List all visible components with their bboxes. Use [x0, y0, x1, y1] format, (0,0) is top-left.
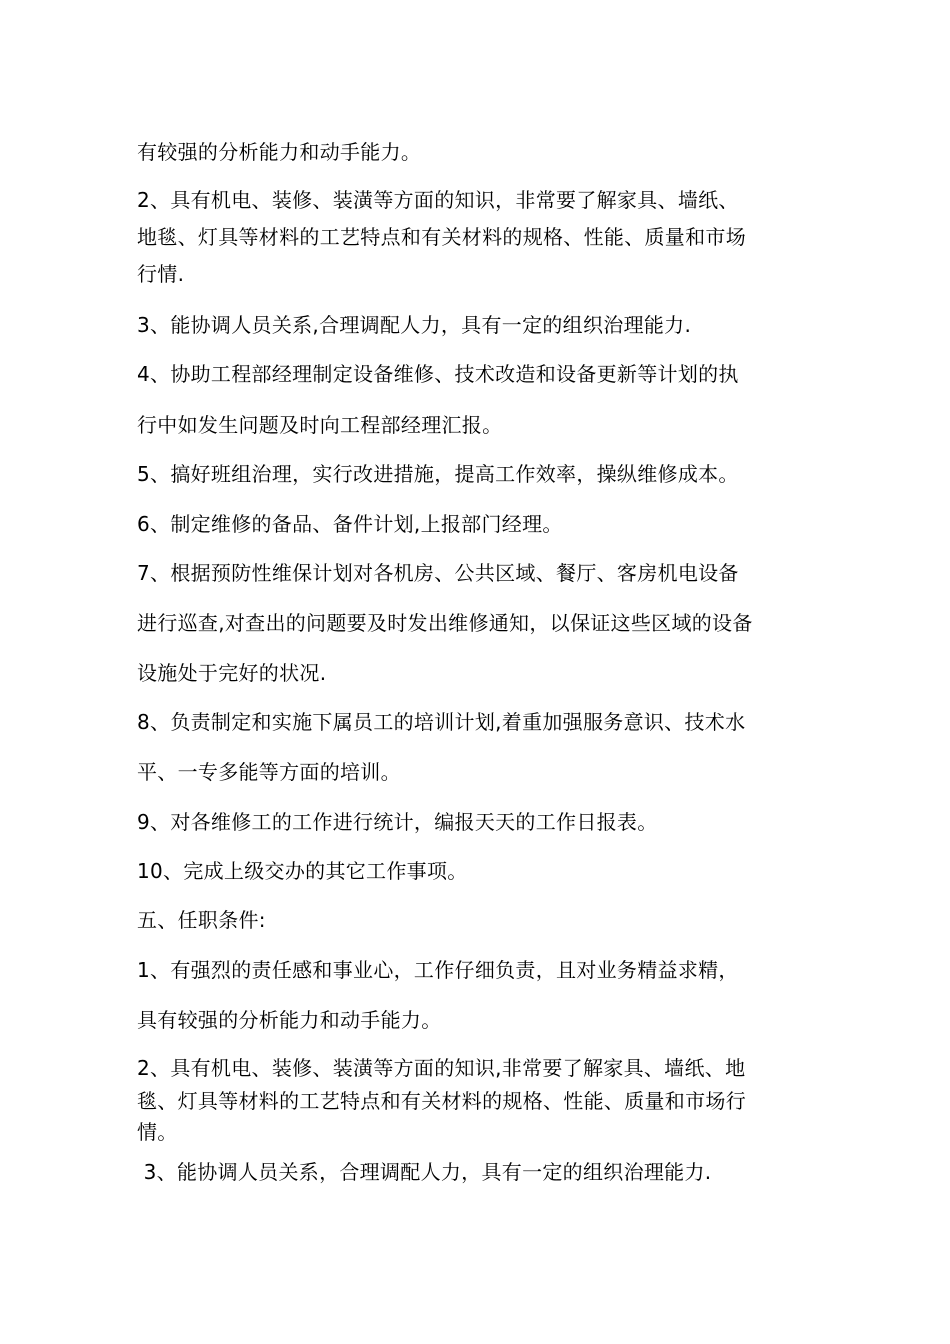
text-line: 2、具有机电、装修、装潢等方面的知识，非常要了解家具、墙纸、	[137, 188, 739, 212]
text-line: 行中如发生问题及时向工程部经理汇报。	[137, 413, 503, 437]
text-line: 平、一专多能等方面的培训。	[137, 760, 401, 784]
text-line: 3、能协调人员关系,合理调配人力，具有一定的组织治理能力.	[137, 313, 692, 337]
text-line: 进行巡查,对查出的问题要及时发出维修通知，以保证这些区域的设备	[137, 611, 753, 635]
text-line: 4、协助工程部经理制定设备维修、技术改造和设备更新等计划的执	[137, 362, 739, 386]
text-line: 设施处于完好的状况.	[137, 661, 327, 685]
text-line: 6、制定维修的备品、备件计划,上报部门经理。	[137, 512, 563, 536]
section-heading: 五、任职条件:	[137, 908, 266, 932]
text-line: 2、具有机电、装修、装潢等方面的知识,非常要了解家具、墙纸、地	[137, 1056, 746, 1080]
text-line: 情。	[137, 1120, 178, 1144]
text-line: 地毯、灯具等材料的工艺特点和有关材料的规格、性能、质量和市场	[137, 225, 746, 249]
text-line: 1、有强烈的责任感和事业心，工作仔细负责，且对业务精益求精，	[137, 958, 739, 982]
text-line: 具有较强的分析能力和动手能力。	[137, 1008, 442, 1032]
text-line: 3、能协调人员关系，合理调配人力，具有一定的组织治理能力.	[137, 1160, 712, 1184]
text-line: 行情.	[137, 262, 185, 286]
text-line: 7、根据预防性维保计划对各机房、公共区域、餐厅、客房机电设备	[137, 561, 739, 585]
text-line: 毯、灯具等材料的工艺特点和有关材料的规格、性能、质量和市场行	[137, 1089, 746, 1113]
text-line: 5、搞好班组治理，实行改进措施，提高工作效率，操纵维修成本。	[137, 462, 739, 486]
text-line: 8、负责制定和实施下属员工的培训计划,着重加强服务意识、技术水	[137, 710, 746, 734]
text-line: 10、完成上级交办的其它工作事项。	[137, 859, 468, 883]
text-line: 9、对各维修工的工作进行统计，编报天天的工作日报表。	[137, 810, 658, 834]
text-line: 有较强的分析能力和动手能力。	[137, 140, 422, 164]
